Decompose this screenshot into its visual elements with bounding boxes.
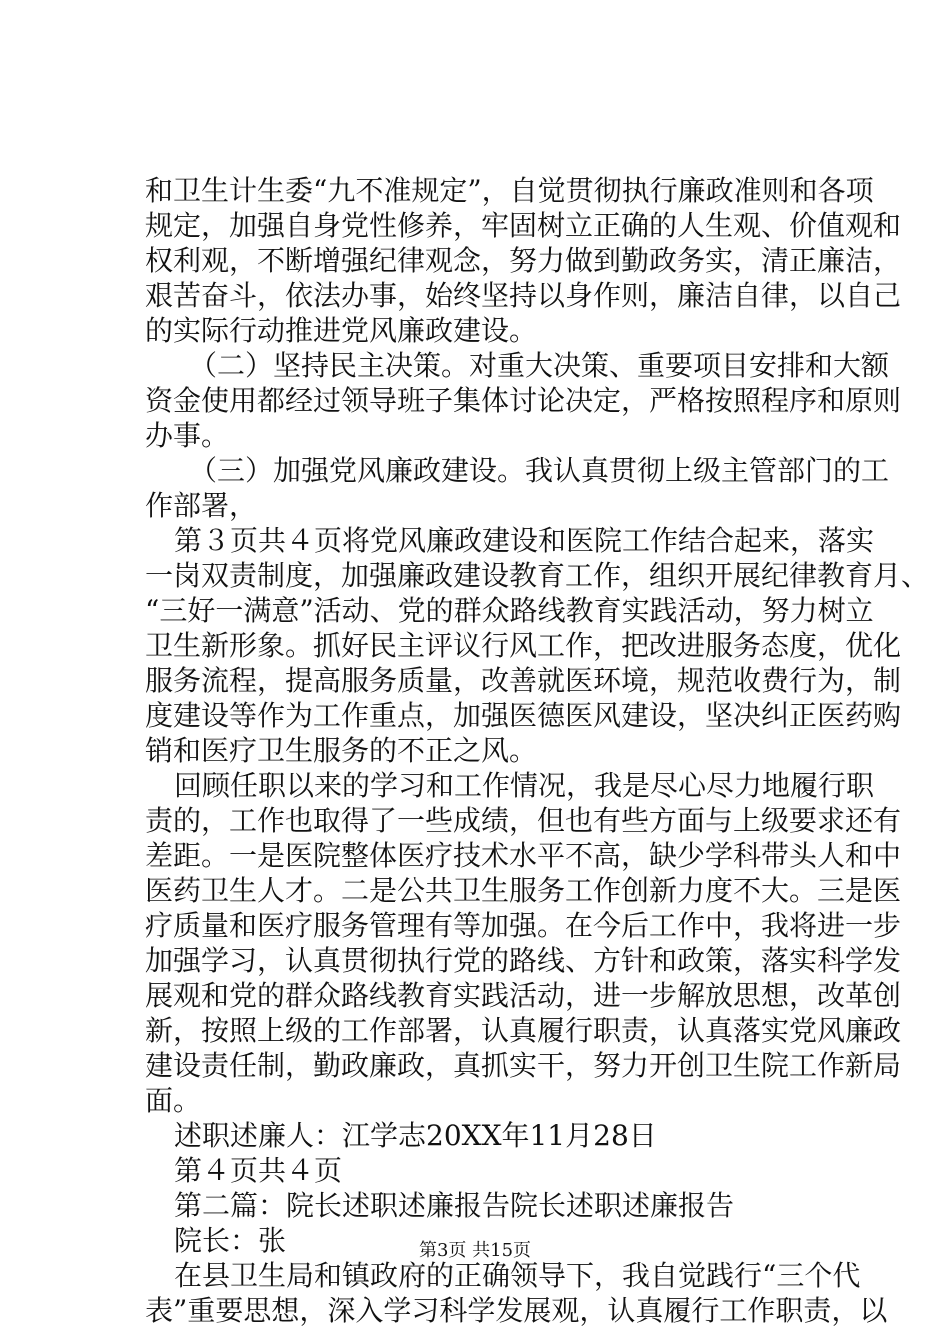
signature-line: 述职述廉人：江学志20XX年11月28日 (174, 1119, 657, 1152)
body-line: 差距。一是医院整体医疗技术水平不高，缺少学科带头人和中 (145, 839, 902, 872)
body-line: 新，按照上级的工作部署，认真履行职责，认真落实党风廉政 (145, 1014, 902, 1047)
body-line: 资金使用都经过领导班子集体讨论决定，严格按照程序和原则 (145, 384, 902, 417)
body-line: 作部署， (145, 489, 258, 522)
body-line: 度建设等作为工作重点，加强医德医风建设，坚决纠正医药购 (145, 699, 902, 732)
body-line: 加强学习，认真贯彻执行党的路线、方针和政策，落实科学发 (145, 944, 902, 977)
author-line: 院长：张 (174, 1224, 287, 1257)
body-line: 表”重要思想，深入学习科学发展观，认真履行工作职责，以 (145, 1294, 888, 1327)
body-line: 艰苦奋斗，依法办事，始终坚持以身作则，廉洁自律，以自己 (145, 279, 902, 312)
body-line: 回顾任职以来的学习和工作情况，我是尽心尽力地履行职 (174, 769, 875, 802)
body-line: 责的，工作也取得了一些成绩，但也有些方面与上级要求还有 (145, 804, 902, 837)
section-heading-3: （三）加强党风廉政建设。我认真贯彻上级主管部门的工 (189, 454, 890, 487)
body-line: 展观和党的群众路线教育实践活动，进一步解放思想，改革创 (145, 979, 902, 1012)
body-line: 和卫生计生委“九不准规定”，自觉贯彻执行廉政准则和各项 (145, 174, 874, 207)
body-line: 权利观，不断增强纪律观念，努力做到勤政务实，清正廉洁， (145, 244, 902, 277)
section-heading-2: （二）坚持民主决策。对重大决策、重要项目安排和大额 (189, 349, 890, 382)
body-line: 第３页共４页将党风廉政建设和医院工作结合起来，落实 (174, 524, 875, 557)
body-line: 卫生新形象。抓好民主评议行风工作，把改进服务态度，优化 (145, 629, 902, 662)
body-line: 疗质量和医疗服务管理有等加强。在今后工作中，我将进一步 (145, 909, 902, 942)
body-line: 建设责任制，勤政廉政，真抓实干，努力开创卫生院工作新局 (145, 1049, 902, 1082)
body-line: 医药卫生人才。二是公共卫生服务工作创新力度不大。三是医 (145, 874, 902, 907)
body-line: “三好一满意”活动、党的群众路线教育实践活动，努力树立 (145, 594, 874, 627)
body-line: 在县卫生局和镇政府的正确领导下，我自觉践行“三个代 (174, 1259, 861, 1292)
body-line: 一岗双责制度，加强廉政建设教育工作，组织开展纪律教育月、 (145, 559, 930, 592)
body-line: 办事。 (145, 419, 230, 452)
page-count-line: 第４页共４页 (174, 1154, 343, 1187)
body-line: 规定，加强自身党性修养，牢固树立正确的人生观、价值观和 (145, 209, 902, 242)
body-line: 面。 (145, 1084, 202, 1117)
body-line: 服务流程，提高服务质量，改善就医环境，规范收费行为，制 (145, 664, 902, 697)
chapter-title: 第二篇：院长述职述廉报告院长述职述廉报告 (174, 1189, 735, 1222)
body-line: 销和医疗卫生服务的不正之风。 (145, 734, 538, 767)
page-footer: 第3页 共15页 (418, 1240, 532, 1261)
body-line: 的实际行动推进党风廉政建设。 (145, 314, 538, 347)
